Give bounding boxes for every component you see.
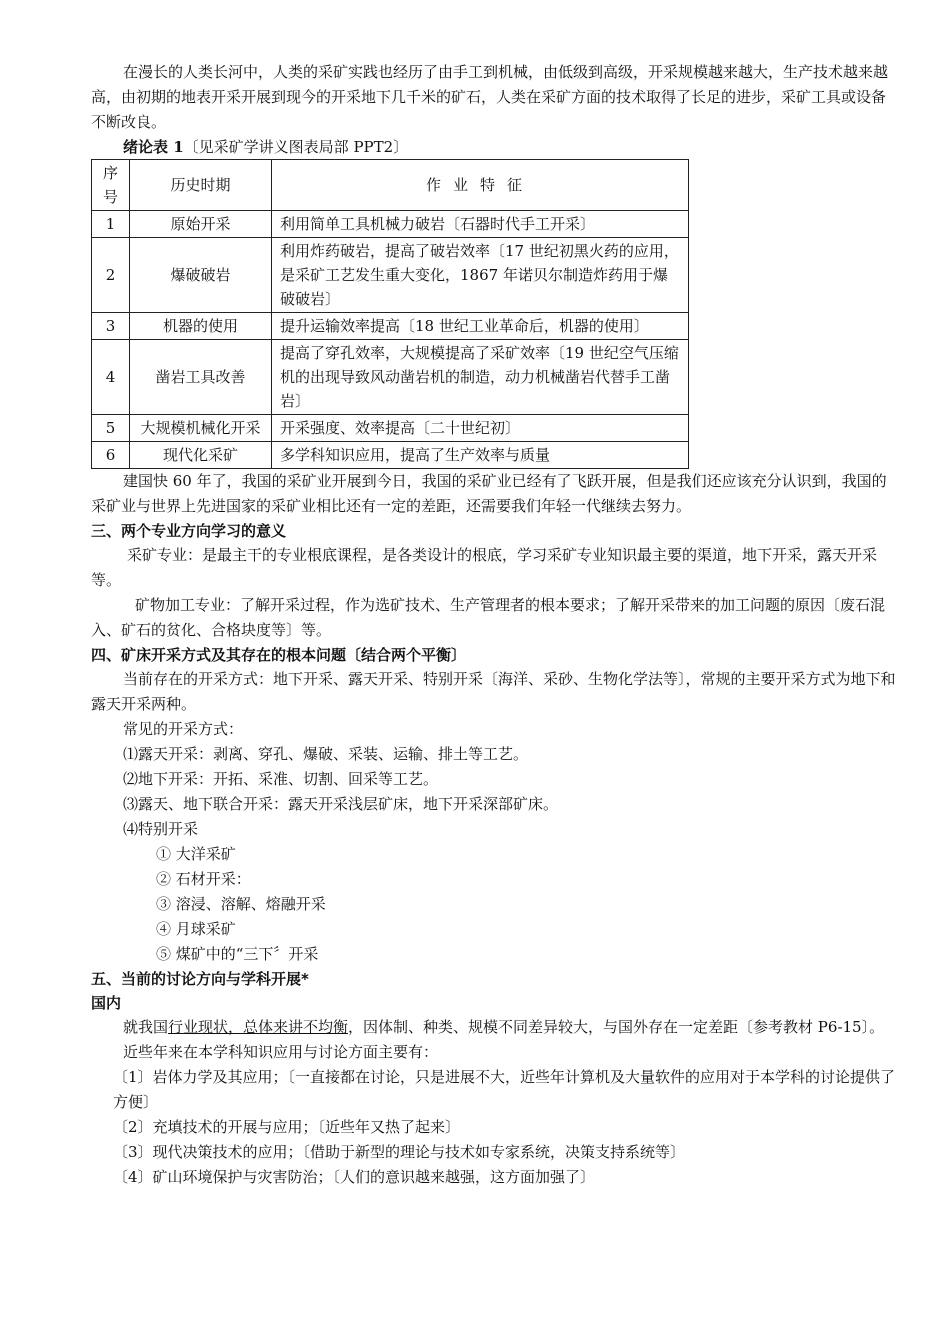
underlined-phrase: 行业现状，总体来讲不均衡: [168, 1018, 349, 1036]
list-item: 〔4〕矿山环境保护与灾害防治；〔人们的意识越来越强，这方面加强了〕: [113, 1168, 596, 1186]
table-row: [92, 442, 689, 469]
list-item: ⑷特别开采: [123, 820, 199, 838]
table-header-row: [92, 160, 689, 211]
header-period: 历史时期: [130, 160, 272, 211]
sub-list-item: ① 大洋采矿: [156, 845, 236, 863]
after-table-paragraph: 建国快 60 年了，我国的采矿业开展到今日，我国的采矿业已经有了飞跃开展，但是我们还应该充分认识到，我国的采矿业与世界上先进国家的采矿业相比还有一定的差距，还需要我们年轻一代继续去努力。: [91, 472, 887, 515]
p1-post: ，因体制、种类、规模不同差异较大，与国外存在一定差距〔参考教材 P6-15〕。: [348, 1018, 885, 1036]
table-row: [92, 238, 689, 313]
sub-list-item: ⑤ 煤矿中的“三下〞开采: [156, 945, 319, 963]
row-feature: 开采强度、效率提高〔二十世纪初〕: [272, 415, 689, 442]
row-no: 2: [92, 238, 130, 313]
section3-heading: 三、两个专业方向学习的意义: [91, 522, 287, 540]
document-page: [91, 60, 897, 1190]
sub-list-item: ④ 月球采矿: [156, 920, 236, 938]
row-no: 5: [92, 415, 130, 442]
table-caption: [91, 135, 897, 159]
row-feature: 提高了穿孔效率，大规模提高了采矿效率〔19 世纪空气压缩机的出现导致风动凿岩机的制造，动力机械凿岩代替手工凿岩〕: [272, 340, 689, 415]
row-period: 大规模机械化开采: [130, 415, 272, 442]
table-caption-rest: 〔见采矿学讲义图表局部 PPT2〕: [183, 138, 409, 156]
section5-heading: 五、当前的讨论方向与学科开展*: [91, 970, 309, 988]
sub-list-item: ③ 溶浸、溶解、熔融开采: [156, 895, 326, 913]
table-row: [92, 211, 689, 238]
row-feature: 提升运输效率提高〔18 世纪工业革命后，机器的使用〕: [272, 313, 689, 340]
table-row: [92, 340, 689, 415]
row-no: 3: [92, 313, 130, 340]
history-table: [91, 159, 689, 469]
list-item: 〔2〕充填技术的开展与应用；〔近些年又热了起来〕: [113, 1118, 461, 1136]
row-feature: 利用简单工具机械力破岩〔石器时代手工开采〕: [272, 211, 689, 238]
section5-subheading: 国内: [91, 994, 122, 1012]
row-feature: 利用炸药破岩，提高了破岩效率〔17 世纪初黑火药的应用，是采矿工艺发生重大变化，1867 年诺贝尔制造炸药用于爆破破岩〕: [272, 238, 689, 313]
section4-paragraph-2: 常见的开采方式：: [123, 720, 244, 738]
table-caption-bold: 绪论表 1: [123, 138, 184, 156]
list-item: 〔1〕岩体力学及其应用；〔一直接都在讨论，只是进展不大，近些年计算机及大量软件的应用对于本学科的讨论提供了方便〕: [113, 1068, 896, 1111]
row-no: 6: [92, 442, 130, 469]
row-period: 原始开采: [130, 211, 272, 238]
row-feature: 多学科知识应用，提高了生产效率与质量: [272, 442, 689, 469]
section5-paragraph-1: [91, 1015, 897, 1040]
section5-paragraph-2: 近些年来在本学科知识应用与讨论方面主要有：: [123, 1043, 439, 1061]
list-item: 〔3〕现代决策技术的应用；〔借助于新型的理论与技术如专家系统，决策支持系统等〕: [113, 1143, 686, 1161]
row-no: 1: [92, 211, 130, 238]
list-item: ⑵地下开采：开拓、采准、切割、回采等工艺。: [123, 770, 439, 788]
section4-heading: 四、矿床开采方式及其存在的根本问题〔结合两个平衡〕: [91, 646, 467, 664]
row-period: 机器的使用: [130, 313, 272, 340]
header-feature: 作业特征: [272, 160, 689, 211]
p1-pre: 就我国: [123, 1018, 169, 1036]
row-period: 爆破破岩: [130, 238, 272, 313]
row-period: 凿岩工具改善: [130, 340, 272, 415]
table-row: [92, 415, 689, 442]
list-item: ⑶露天、地下联合开采：露天开采浅层矿床，地下开采深部矿床。: [123, 795, 559, 813]
section3-paragraph-2: 矿物加工专业：了解开采过程，作为选矿技术、生产管理者的根本要求；了解开采带来的加工问题的原因〔废石混入、矿石的贫化、合格块度等〕等。: [91, 596, 886, 639]
row-period: 现代化采矿: [130, 442, 272, 469]
sub-list-item: ② 石材开采：: [156, 870, 251, 888]
section3-paragraph-1: 采矿专业：是最主干的专业根底课程，是各类设计的根底，学习采矿专业知识最主要的渠道，地下开采，露天开采等。: [91, 546, 878, 589]
header-no: 序号: [92, 160, 130, 211]
intro-paragraph: 在漫长的人类长河中，人类的采矿实践也经历了由手工到机械，由低级到高级，开采规模越来越大，生产技术越来越高，由初期的地表开采开展到现今的开采地下几千米的矿石，人类在采矿方面的技术取得了长足的进步，采矿工具或设备不断改良。: [91, 63, 889, 131]
section4-paragraph-1: 当前存在的开采方式：地下开采、露天开采、特别开采〔海洋、采砂、生物化学法等〕，常规的主要开采方式为地下和露天开采两种。: [91, 670, 896, 713]
table-row: [92, 313, 689, 340]
list-item: ⑴露天开采：剥离、穿孔、爆破、采装、运输、排土等工艺。: [123, 745, 529, 763]
row-no: 4: [92, 340, 130, 415]
